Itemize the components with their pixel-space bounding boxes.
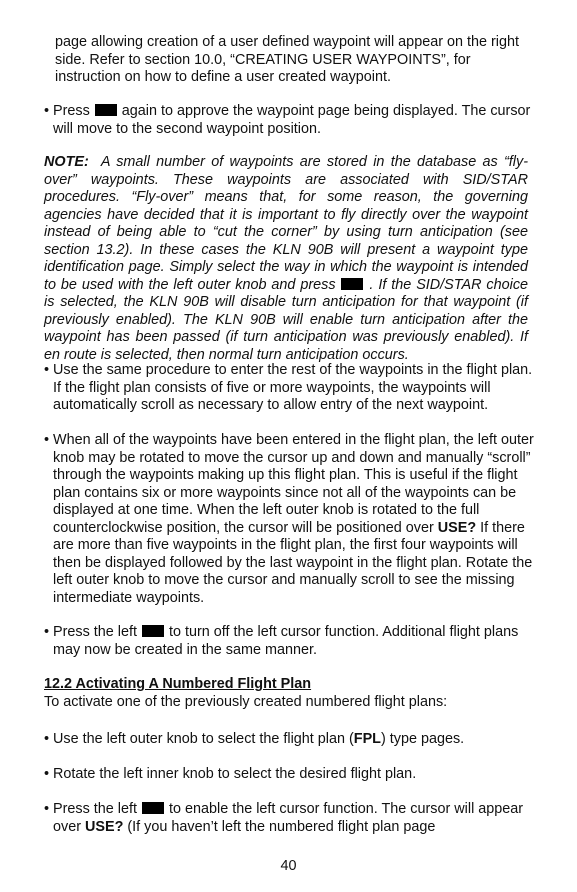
bullet-marker: •: [44, 731, 50, 747]
intro-paragraph: page allowing creation of a user defined waypoint will appear on the right side. Refer to section 10.0, “CREATING USER WAYPOINTS”, for instruction on how to define a user created waypoint.: [55, 34, 519, 85]
bullet-enable-cursor: [44, 801, 534, 836]
bullet-same-procedure: [44, 362, 534, 415]
bullet-text: Press the left to turn off the left cursor function. Additional flight plans may now be created in the same manner.: [53, 624, 519, 658]
note-paragraph: NOTE: A small number of waypoints are stored in the database as “fly-over” waypoints. These waypoints are associated with SID/STAR procedures. “Fly-over” means that, for some reason, the governing agencies have decided that it is important to fly directly over the waypoint instead of being able to “cut the corner” by using turn anticipation (see section 13.2). In these cases the KLN 90B will present a waypoint type identification page. Simply select the way in which the waypoint is intended to be used with the left outer knob and press . If the SID/STAR choice is selected, the KLN 90B will disable turn anticipation for that waypoint (if previously enabled). The KLN 90B will enable turn anticipation after the waypoint has been passed (if turn anticipation was previously enabled). If en route is selected, then normal turn anticipation occurs.: [44, 154, 529, 363]
bullet-scroll-waypoints: [44, 432, 534, 607]
section-intro: To activate one of the previously created numbered flight plans:: [44, 694, 448, 710]
bullet-marker: •: [44, 432, 50, 448]
bullet-text: Rotate the left inner knob to select the desired flight plan.: [53, 766, 417, 782]
bullet-approve-waypoint: [44, 103, 534, 138]
bullet-text: Press the left to enable the left cursor function. The cursor will appear over USE? (If you haven’t left the numbered flight plan page: [53, 801, 524, 835]
cursor-key-icon: [142, 625, 164, 637]
bullet-text: Press again to approve the waypoint page being displayed. The cursor will move to the second waypoint position.: [53, 103, 531, 137]
bullet-text: Use the left outer knob to select the flight plan (FPL) type pages.: [53, 731, 465, 747]
bullet-marker: •: [44, 801, 50, 817]
enter-key-icon: [341, 278, 363, 290]
section-heading: 12.2 Activating A Numbered Flight Plan: [44, 676, 312, 692]
cursor-key-icon: [142, 802, 164, 814]
bullet-marker: •: [44, 362, 50, 378]
bullet-text: When all of the waypoints have been entered in the flight plan, the left outer knob may be rotated to move the cursor up and down and manually “scroll” through the waypoints making up this flight plan. This is useful if the flight plan contains six or more waypoints since not all of the waypoints can be displayed at one time. When the left outer knob is rotated to the full counterclockwise position, the cursor will be positioned over USE? If there are more than five waypoints in the flight plan, the first four waypoints will then be displayed followed by the last waypoint in the flight plan. Rotate the left outer knob to move the cursor and manually scroll to see the missing intermediate waypoints.: [53, 432, 534, 606]
enter-key-icon: [95, 104, 117, 116]
bullet-marker: •: [44, 624, 50, 640]
note-label: NOTE:: [44, 154, 89, 170]
bullet-rotate-inner-knob: [44, 766, 534, 784]
bullet-text: Use the same procedure to enter the rest of the waypoints in the flight plan. If the flight plan consists of five or more waypoints, the waypoints will automatically scroll as necessary to allow entry of the next waypoint.: [53, 362, 533, 413]
bullet-turn-off-cursor: [44, 624, 534, 659]
page-number: 40: [280, 858, 297, 874]
bullet-select-fpl: [44, 731, 534, 749]
bullet-marker: •: [44, 103, 50, 119]
bullet-marker: •: [44, 766, 50, 782]
